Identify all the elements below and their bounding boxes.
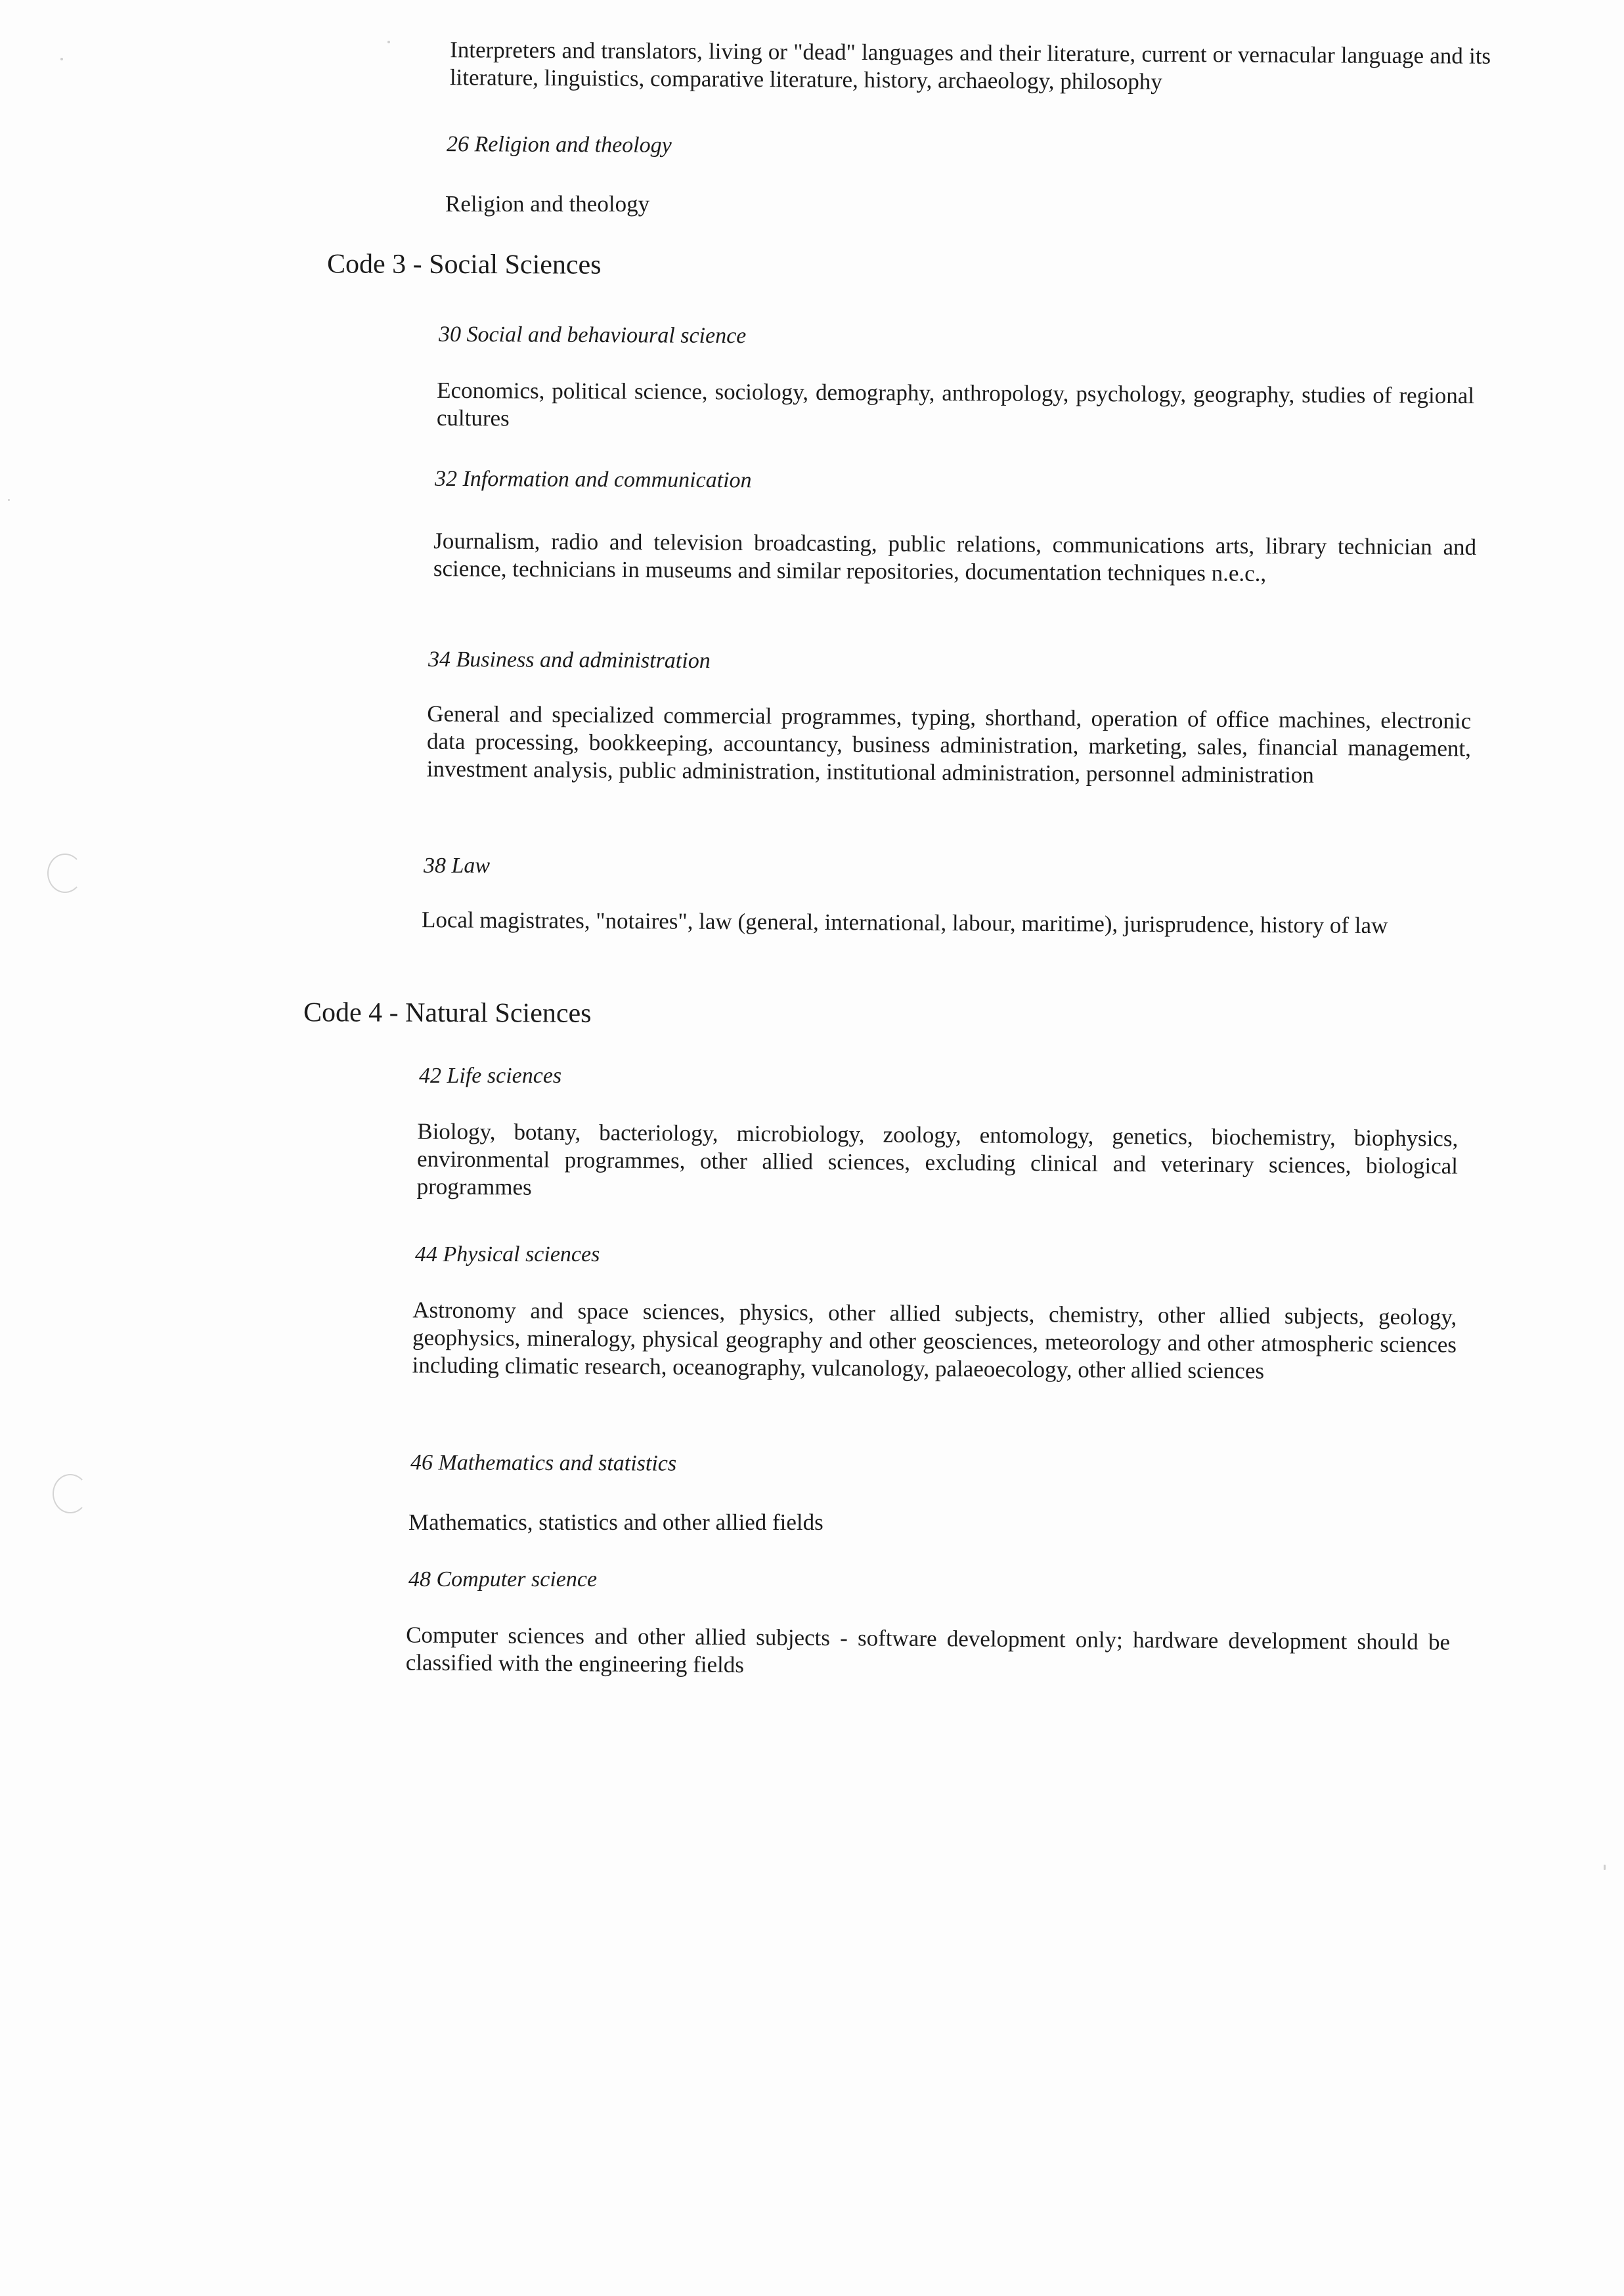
scan-speck [8,499,10,501]
punch-hole-top [47,854,83,893]
field-title-life-sciences: 42 Life sciences [419,1064,562,1088]
field-title-mathematics-statistics: 46 Mathematics and statistics [410,1450,677,1476]
field-description-mathematics-statistics: Mathematics, statistics and other allied fields [408,1509,823,1535]
field-description-life-sciences: Biology, botany, bacteriology, microbiology, zoology, entomology, genetics, biochemistry, biophysics, environmental programmes, other allied sciences, excluding clinical and veterinary sciences, biological programmes [416,1118,1459,1200]
field-title-law: 38 Law [424,854,491,878]
field-title-religion: 26 Religion and theology [446,132,672,158]
field-title-business-administration: 34 Business and administration [428,647,711,674]
field-title-information-communication: 32 Information and communication [434,466,752,493]
field-description-business-administration: General and specialized commercial programmes, typing, shorthand, operation of office machines, electronic data processing, bookkeeping, accountancy, business administration, marketing, sales, financial management, investment analysis, public administration, institutional administration, personnel administration [426,701,1472,788]
field-description-physical-sciences: Astronomy and space sciences, physics, other allied subjects, chemistry, other allied subjects, geology, geophysics, mineralogy, physical geography and other geosciences, meteorology and other atmospheric sciences including climatic research, oceanography, vulcanology, palaeoecology, other allied sciences [412,1297,1457,1384]
section-heading-code-4: Code 4 - Natural Sciences [303,997,592,1029]
field-description-law: Local magistrates, "notaires", law (general, international, labour, maritime), jurisprudence, history of law [421,907,1388,939]
field-description-social-behavioural: Economics, political science, sociology, demography, anthropology, psychology, geography, studies of regional cultures [436,377,1475,431]
field-title-physical-sciences: 44 Physical sciences [415,1242,600,1267]
section-heading-code-3: Code 3 - Social Sciences [326,249,602,280]
scan-speck [1604,1865,1606,1870]
scan-speck [387,41,390,43]
punch-hole-bottom [53,1474,88,1513]
field-description-computer-science: Computer sciences and other allied subjects - software development only; hardware development should be classified with the engineering fields [405,1622,1451,1678]
field-description-information-communication: Journalism, radio and television broadcasting, public relations, communications arts, library technician and science, technicians in museums and similar repositories, documentation techniques n.e.c., [433,528,1477,586]
scan-speck [60,58,63,60]
field-description-religion: Religion and theology [445,191,650,217]
field-title-computer-science: 48 Computer science [408,1567,598,1592]
intro-paragraph: Interpreters and translators, living or "dead" languages and their literature, current or vernacular language and its literature, linguistics, comparative literature, history, archaeology, philosophy [449,37,1491,95]
field-title-social-behavioural: 30 Social and behavioural science [438,322,747,349]
